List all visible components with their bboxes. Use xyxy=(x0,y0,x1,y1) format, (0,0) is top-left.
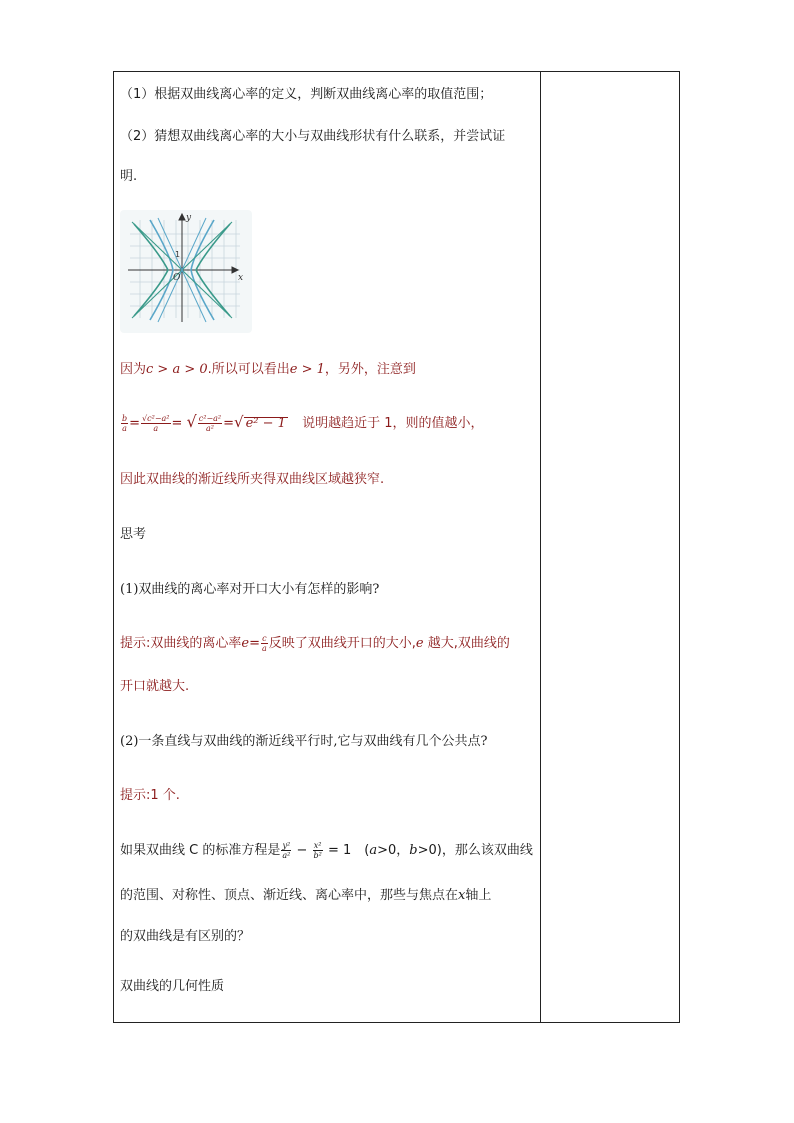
fraction-c-over-a: $\frac{c}{a}$ xyxy=(262,634,267,653)
question-vertical-hyperbola-cont-1: 的范围、对称性、顶点、渐近线、离心率中，那些与焦点在x轴上 xyxy=(120,888,492,903)
question-2-cont: 明. xyxy=(120,169,138,184)
think-question-1: (1)双曲线的离心率对开口大小有怎样的影响? xyxy=(120,582,380,597)
question-vertical-hyperbola: 如果双曲线 C 的标准方程是 $\frac{\text{y²}}{\text{a²}}$ − $\frac{\text{x²}}{\text{b²}}$ = 1 (a>0，b>0)，那么该双曲线 xyxy=(120,841,533,860)
fraction-x2-over-b2: $\frac{\text{x²}}{\text{b²}}$ xyxy=(313,841,322,860)
y-axis-label: y xyxy=(186,213,192,223)
explanation-formula: $\frac{b}{a}$ = $\frac{\text{√c²−a²}}{a}$ = √ $\frac{\text{c²−a²}}{\text{a²}}$ =√ e² − 1 说明越趋近于 1，则的值越小， xyxy=(122,412,484,433)
fraction-y2-over-a2: $\frac{\text{y²}}{\text{a²}}$ xyxy=(282,841,291,860)
fraction-under-root: $\frac{\text{c²−a²}}{\text{a²}}$ xyxy=(198,414,222,433)
explanation-line-1: 因为c > a > 0.所以可以看出e > 1，另外，注意到 xyxy=(120,362,416,377)
tick-label: 1 xyxy=(175,250,181,259)
hyperbola-figure xyxy=(120,210,252,333)
think-question-2: (2)一条直线与双曲线的渐近线平行时,它与双曲线有几个公共点? xyxy=(120,734,488,749)
fraction-sqrt-over-a: $\frac{\text{√c²−a²}}{a}$ xyxy=(142,414,170,433)
sqrt-e-squared-minus-1: e² − 1 xyxy=(245,416,286,431)
question-1: （1）根据双曲线离心率的定义，判断双曲线离心率的取值范围； xyxy=(120,87,493,102)
explanation-line-3: 因此双曲线的渐近线所夹得双曲线区域越狭窄. xyxy=(120,472,385,487)
hint-1: 提示:双曲线的离心率e= $\frac{c}{a}$ 反映了双曲线开口的大小,e 越大,双曲线的 xyxy=(120,634,510,653)
section-heading-properties: 双曲线的几何性质 xyxy=(120,979,225,994)
origin-label: O xyxy=(173,273,181,283)
fraction-b-over-a: $\frac{b}{a}$ xyxy=(122,414,128,433)
question-vertical-hyperbola-cont-2: 的双曲线是有区别的？ xyxy=(120,929,251,944)
hint-2: 提示:1 个. xyxy=(120,788,180,803)
x-axis-label: x xyxy=(238,273,244,283)
question-2: （2）猜想双曲线离心率的大小与双曲线形状有什么联系，并尝试证 xyxy=(120,129,506,144)
hint-1-cont: 开口就越大. xyxy=(120,679,190,694)
section-think: 思考 xyxy=(120,527,147,542)
table-column-divider xyxy=(540,71,541,1023)
